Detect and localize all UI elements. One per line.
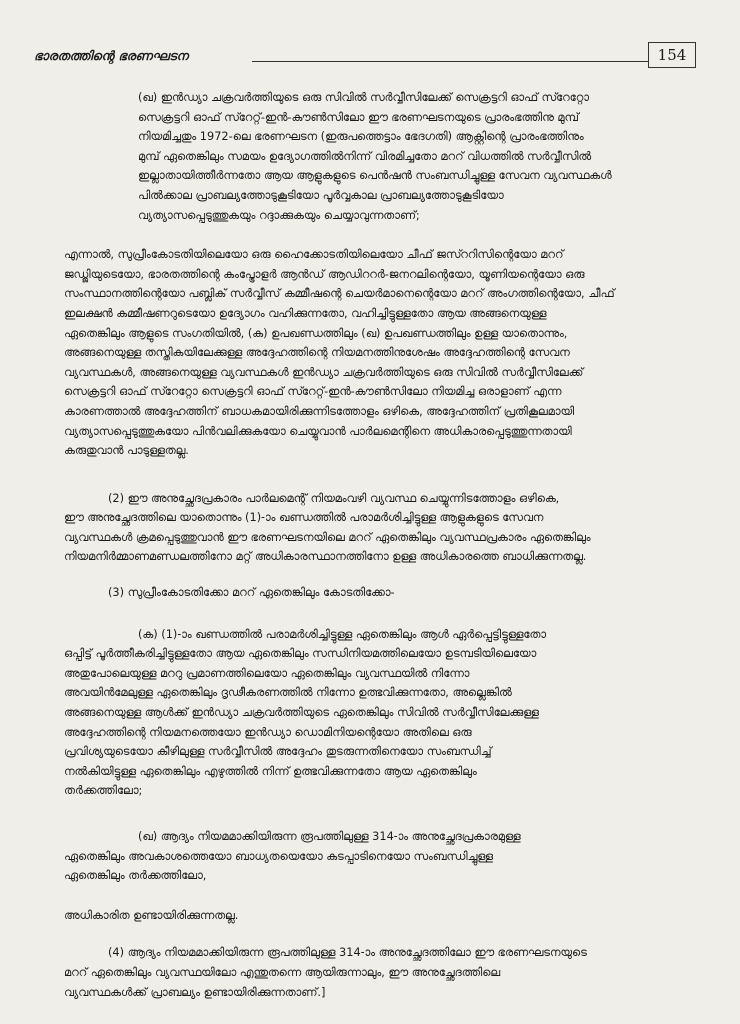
text-line: സെക്രട്ടറി ഓഫ് സ്റേറ്റ്-ഇൻ-കൗൺസിലോ ഈ ഭരണഘടനയുടെ പ്രാരംഭത്തിനു മുമ്പ് — [138, 109, 579, 124]
text-line: തർക്കത്തിലോ; — [64, 783, 143, 798]
text-line: (3) സുപ്രീംകോടതിക്കോ മററ് ഏതെങ്കിലും കോടതിക്കോ- — [108, 585, 395, 600]
text-line: നിയമിച്ചതും 1972-ലെ ഭരണഘടന (ഇരുപത്തെട്ടാം ഭേദഗതി) ആക്റ്റിന്റെ പ്രാരംഭത്തിനും — [138, 129, 584, 144]
text-line: ഏതെങ്കിലും തർക്കത്തിലോ, — [64, 868, 207, 883]
text-line: അദ്ദേഹത്തിന്റെ നിയമനത്തെയോ ഇൻഡ്യാ ഡൊമിനിയന്റെയോ അതിലെ ഒരു — [64, 724, 472, 739]
text-line: സംസ്ഥാനത്തിന്റെയോ പബ്ലിക് സർവ്വീസ് കമ്മീഷന്റെ ചെയർമാനെന്റെയോ മററ് അംഗത്തിന്റെയോ, ചീഫ് — [64, 286, 615, 301]
paragraph-proviso — [64, 245, 648, 461]
text-line: മുമ്പ് ഏതെങ്കിലും സമയം ഉദ്യോഗത്തിൽനിന്ന് വിരമിച്ചതോ മററ് വിധത്തിൽ സർവ്വീസിൽ — [138, 148, 592, 163]
text-line: വ്യത്യാസപ്പെടുത്തുകയും റദ്ദാക്കുകയും ചെയ്യാവുന്നതാണ്; — [138, 207, 420, 222]
text-line: വ്യവസ്ഥകൾക്ക് പ്രാബല്യം ഉണ്ടായിരിക്കുന്നതാണ്.] — [64, 984, 326, 999]
header-rule — [252, 61, 648, 62]
text-line: ഏതെങ്കിലും അവകാശത്തെയോ ബാധ്യതയെയോ കടപ്പാടിനെയോ സംബന്ധിച്ചുള്ള — [64, 848, 493, 863]
paragraph-clause-2 — [64, 489, 648, 567]
text-line: ഇല്ലാതായിത്തീർന്നതോ ആയ ആളുകളുടെ പെൻഷൻ സംബന്ധിച്ചുള്ള സേവന വ്യവസ്ഥകൾ — [138, 168, 612, 183]
text-line: (4) ആദ്യം നിയമമാക്കിയിരുന്ന രൂപത്തിലുള്ള 314-ാം അനുച്ഛേദത്തിലോ ഈ ഭരണഘടനയുടെ — [108, 945, 587, 960]
text-line: അധികാരിത ഉണ്ടായിരിക്കുന്നതല്ല. — [64, 907, 239, 922]
text-line: മററ് ഏതെങ്കിലും വ്യവസ്ഥയിലോ എന്തുതന്നെ ആയിരുന്നാലും, ഈ അനുച്ഛേദത്തിലെ — [64, 964, 501, 979]
text-line: എന്നാൽ, സുപ്രീംകോടതിയിലെയോ ഒരു ഹൈക്കോടതിയിലെയോ ചീഫ് ജസ്ററിസിന്റെയോ മററ് — [64, 247, 564, 262]
text-line: ഏതെങ്കിലും ആളുടെ സംഗതിയിൽ, (ക) ഉപഖണ്ഡത്തിലും (ഖ) ഉപഖണ്ഡത്തിലും ഉള്ള യാതൊന്നും, — [64, 325, 568, 340]
text-line: കാരണത്താൽ അദ്ദേഹത്തിന് ബാധകമായിരിക്കുന്നിടത്തോളം ഒഴികെ, അദ്ദേഹത്തിന് പ്രതികൂലമായി — [64, 403, 575, 418]
text-line: പ്രവിശ്യയുടെയോ കീഴിലുള്ള സർവ്വീസിൽ അദ്ദേഹം തുടരുന്നതിനെയോ സംബന്ധിച്ച് — [64, 744, 492, 759]
text-line: അവയിൻമേലുള്ള ഏതെങ്കിലും ദൃഢീകരണത്തിൽ നിന്നോ ഉത്ഭവിക്കുന്നതോ, അല്ലെങ്കിൽ — [64, 685, 512, 700]
paragraph-sub-clause-ka — [64, 625, 648, 801]
text-line: (ഖ) ഇൻഡ്യാ ചക്രവർത്തിയുടെ ഒരു സിവിൽ സർവ്വീസിലേക്ക് സെക്രട്ടറി ഓഫ് സ്റേറ്റോ — [138, 90, 590, 104]
text-line: നൽകിയിട്ടുള്ള ഏതെങ്കിലും എഴുത്തിൽ നിന്ന് ഉത്ഭവിക്കുന്നതോ ആയ ഏതെങ്കിലും — [64, 763, 477, 778]
page-number: 154 — [648, 42, 696, 68]
text-line: (ക) (1)-ാം ഖണ്ഡത്തിൽ പരാമർശിച്ചിട്ടുള്ള ഏതെങ്കിലും ആൾ ഏർപ്പെട്ടിട്ടുള്ളതോ — [138, 626, 547, 641]
page-content — [64, 88, 648, 1002]
text-line: ജഡ്ജിയുടെയോ, ഭാരതത്തിന്റെ കംപ്ട്രോളർ ആൻഡ് ആഡിററർ-ജനറലിന്റെയോ, യൂണിയന്റെയോ ഒരു — [64, 266, 585, 281]
running-head: ഭാരതത്തിന്റെ ഭരണഘടന — [34, 48, 189, 63]
text-line: അതുപോലെയുള്ള മററു പ്രമാണത്തിലെയോ ഏതെങ്കിലും വ്യവസ്ഥയിൽ നിന്നോ — [64, 665, 470, 680]
text-line: സെക്രട്ടറി ഓഫ് സ്റേറ്റോ സെക്രട്ടറി ഓഫ് സ്റേറ്റ്-ഇൻ-കൗൺസിലോ നിയമിച്ച ഒരാളാണ് എന്ന — [64, 384, 562, 399]
text-line: ഇലക്ഷൻ കമ്മീഷണറുടെയോ ഉദ്യോഗം വഹിക്കുന്നതോ, വഹിച്ചിട്ടുള്ളതോ ആയ അങ്ങനെയുള്ള — [64, 305, 547, 320]
text-line: ഈ അനുച്ഛേദത്തിലെ യാതൊന്നും (1)-ാം ഖണ്ഡത്തിൽ പരാമർശിച്ചിട്ടുള്ള ആളുകളുടെ സേവന — [64, 510, 544, 525]
paragraph-sub-clause-kha — [64, 88, 648, 225]
text-line: വ്യവസ്ഥകൾ ക്രമപ്പെടുത്തുവാൻ ഈ ഭരണഘടനയിലെ മററ് ഏതെങ്കിലും വ്യവസ്ഥപ്രകാരം ഏതെങ്കിലും — [64, 529, 591, 544]
text-line: (2) ഈ അനുച്ഛേദപ്രകാരം പാർലമെന്റ് നിയമംവഴി വ്യവസ്ഥ ചെയ്യുന്നിടത്തോളം ഒഴികെ, — [108, 490, 560, 505]
paragraph-clause-3 — [64, 583, 648, 603]
text-line: കരുതുവാൻ പാടുള്ളതല്ല. — [64, 443, 189, 458]
text-line: (ഖ) ആദ്യം നിയമമാക്കിയിരുന്ന രൂപത്തിലുള്ള 314-ാം അനുച്ഛേദപ്രകാരമുള്ള — [138, 829, 521, 843]
paragraph-sub-clause-kha-2 — [64, 827, 648, 886]
paragraph-clause-4 — [64, 943, 648, 1002]
text-line: ഒപ്പിട്ട് പൂർത്തീകരിച്ചിട്ടുള്ളതോ ആയ ഏതെങ്കിലും സന്ധിനിയമത്തിലെയോ ഉടമ്പടിയിലെയോ — [64, 646, 537, 661]
text-line: വ്യത്യാസപ്പെടുത്തുകയോ പിൻവലിക്കുകയോ ചെയ്യുവാൻ പാർലമെന്റിനെ അധികാരപ്പെടുത്തുന്നതായി — [64, 423, 572, 438]
text-line: അങ്ങനെയുള്ള തസ്തികയിലേക്കുള്ള അദ്ദേഹത്തിന്റെ നിയമനത്തിനുശേഷം അദ്ദേഹത്തിന്റെ സേവന — [64, 345, 570, 360]
text-line: വ്യവസ്ഥകൾ, അങ്ങനെയുള്ള വ്യവസ്ഥകൾ ഇൻഡ്യാ ചക്രവർത്തിയുടെ ഒരു സിവിൽ സർവ്വീസിലേക്ക് — [64, 364, 584, 379]
text-line: പിൽക്കാല പ്രാബല്യത്തോടുകൂടിയോ പൂർവ്വകാല പ്രാബല്യത്തോടുകൂടിയോ — [138, 187, 504, 202]
text-line: നിയമനിർമ്മാണമണ്ഡലത്തിനോ മറ്റ് അധികാരസ്ഥാനത്തിനോ ഉള്ള അധികാരത്തെ ബാധിക്കുന്നതല്ല. — [64, 549, 587, 564]
text-line: അങ്ങനെയുള്ള ആൾക്ക് ഇൻഡ്യാ ചക്രവർത്തിയുടെ ഏതെങ്കിലും സിവിൽ സർവ്വീസിലേക്കുള്ള — [64, 705, 539, 720]
page-header — [22, 40, 687, 76]
paragraph-jurisdiction — [64, 906, 648, 926]
